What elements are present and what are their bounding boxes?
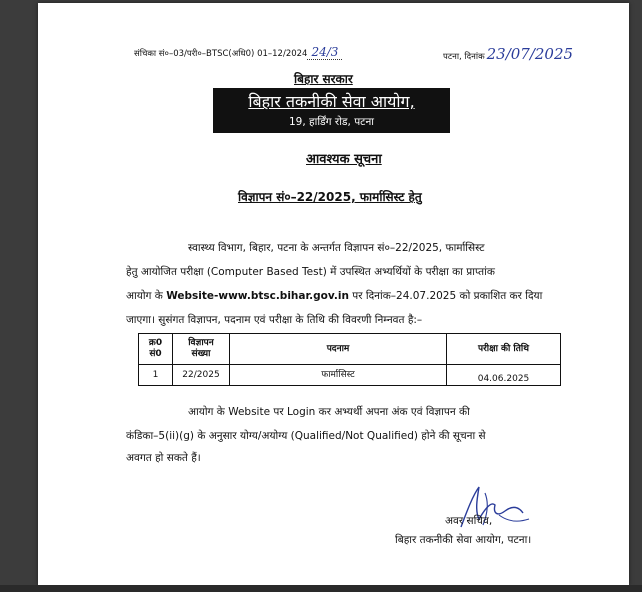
post-header: पदनाम (230, 334, 447, 365)
paragraph2-line3: अवगत हो सकते हैं। (126, 452, 201, 464)
reference-number-line (134, 45, 342, 59)
advt-header (173, 334, 230, 365)
subject-line: विज्ञापन सं०–22/2025, फार्मासिस्ट हेतु (238, 190, 422, 204)
place-date-line (443, 45, 573, 63)
serial-header-line2: सं0 (149, 349, 162, 359)
paragraph1-line2: हेतु आयोजित परीक्षा (Computer Based Test) में उपस्थित अभ्यर्थियों के परीक्षा का प्राप्तांक (126, 266, 495, 278)
exam-details-table (138, 333, 561, 386)
row-post: फार्मासिस्ट (230, 365, 447, 386)
serial-header-line1: क्र0 (148, 338, 163, 348)
paragraph1-line3-before: आयोग के (126, 290, 167, 302)
advt-header-line2: संख्या (191, 349, 211, 359)
viewer-bottom-bar (0, 585, 642, 592)
handwritten-date: 23/07/2025 (486, 45, 574, 63)
signatory-organization: बिहार तकनीकी सेवा आयोग, पटना। (395, 534, 532, 546)
paragraph1-line3 (126, 285, 542, 308)
serial-header (139, 334, 173, 365)
table-header-row (139, 334, 561, 365)
exam-date-header: परीक्षा की तिथि (447, 334, 561, 365)
table-row (139, 365, 561, 386)
paragraph2-line1: आयोग के Website पर Login कर अभ्यर्थी अपना अंक एवं विज्ञापन की (188, 406, 470, 418)
commission-banner (213, 88, 450, 133)
handwritten-file-number: 24/3 (307, 45, 342, 60)
row-exam-date: 04.06.2025 (447, 365, 561, 386)
paragraph1-line4: जाएगा। सुसंगत विज्ञापन, पदनाम एवं परीक्षा के तिथि की विवरणी निम्नवत है:– (126, 314, 423, 326)
commission-name: बिहार तकनीकी सेवा आयोग, (248, 92, 415, 111)
row-advt: 22/2025 (173, 365, 230, 386)
row-serial: 1 (139, 365, 173, 386)
file-number: संचिका सं०–03/परी०–BTSC(अधि0) 01–12/2024 (134, 49, 308, 59)
website-link[interactable]: Website-www.btsc.bihar.gov.in (166, 290, 349, 302)
paragraph1-line1: स्वास्थ्य विभाग, बिहार, पटना के अन्तर्गत विज्ञापन सं०–22/2025, फार्मासिस्ट (188, 242, 485, 254)
signatory-designation: अवर सचिव, (445, 515, 493, 527)
document-page (38, 3, 629, 585)
notice-title: आवश्यक सूचना (306, 152, 382, 167)
commission-address: 19, हार्डिंग रोड, पटना (288, 116, 375, 128)
government-heading: बिहार सरकार (294, 72, 353, 86)
place-date-label: पटना, दिनांक (443, 52, 485, 62)
advt-header-line1: विज्ञापन (188, 338, 214, 348)
paragraph1-line3-after: पर दिनांक–24.07.2025 को प्रकाशित कर दिया (348, 290, 543, 302)
paragraph2-line2: कंडिका–5(ii)(g) के अनुसार योग्य/अयोग्य (Qualified/Not Qualified) होने की सूचना से (126, 430, 486, 442)
